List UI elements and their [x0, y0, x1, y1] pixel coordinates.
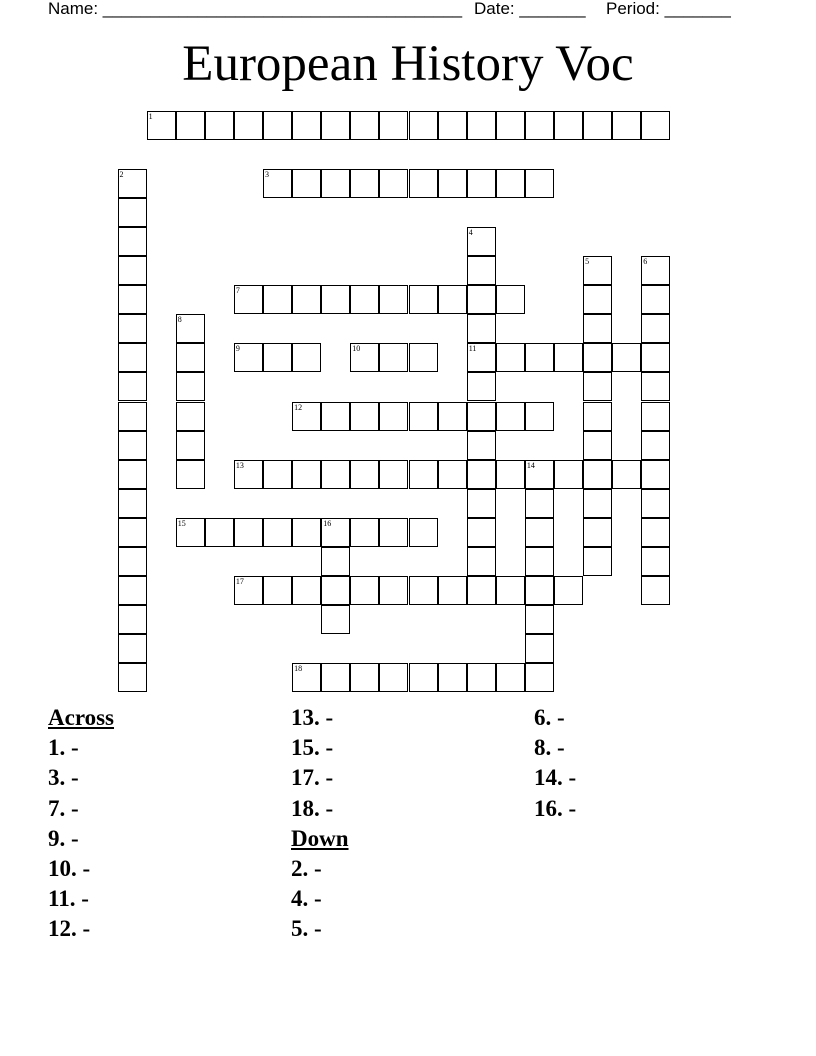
crossword-cell[interactable]	[467, 314, 496, 343]
crossword-cell[interactable]	[118, 314, 147, 343]
crossword-cell[interactable]	[525, 547, 554, 576]
cell-number: 4	[468, 227, 473, 237]
crossword-cell[interactable]	[321, 169, 350, 198]
crossword-cell[interactable]	[467, 111, 496, 140]
crossword-cell[interactable]	[496, 460, 525, 489]
clue-across-11: 11. -	[48, 886, 89, 912]
cell-number: 10	[352, 344, 361, 354]
crossword-cell[interactable]	[118, 198, 147, 227]
crossword-cell[interactable]	[292, 343, 321, 372]
cell-number: 2	[119, 169, 124, 179]
crossword-cell[interactable]	[583, 489, 612, 518]
crossword-cell[interactable]	[379, 111, 408, 140]
crossword-cell[interactable]	[118, 518, 147, 547]
crossword-cell[interactable]	[263, 343, 292, 372]
crossword-cell[interactable]	[583, 314, 612, 343]
crossword-cell[interactable]	[292, 518, 321, 547]
crossword-cell[interactable]	[583, 343, 612, 372]
crossword-cell[interactable]	[350, 460, 379, 489]
cell-number: 9	[235, 344, 240, 354]
crossword-cell[interactable]	[525, 460, 554, 489]
crossword-cell[interactable]	[118, 431, 147, 460]
crossword-cell[interactable]	[583, 431, 612, 460]
crossword-cell[interactable]	[583, 372, 612, 401]
crossword-cell[interactable]	[583, 518, 612, 547]
cell-number: 13	[235, 460, 244, 470]
clue-across-1: 1. -	[48, 735, 79, 761]
crossword-cell[interactable]	[467, 285, 496, 314]
crossword-cell[interactable]	[350, 169, 379, 198]
cell-number: 5	[585, 257, 590, 266]
cell-number: 15	[177, 518, 186, 528]
clue-across-10: 10. -	[48, 855, 91, 881]
crossword-cell[interactable]	[118, 343, 147, 372]
clue-across-12: 12. -	[48, 916, 91, 942]
crossword-cell[interactable]	[263, 518, 292, 547]
clue-down-16: 16. -	[534, 795, 577, 821]
clue-across-13: 13. -	[291, 705, 334, 730]
cell-number: 16	[323, 518, 332, 528]
crossword-cell[interactable]	[321, 605, 350, 634]
crossword-cell[interactable]	[176, 111, 205, 140]
crossword-cell[interactable]	[321, 576, 350, 605]
crossword-cell[interactable]	[467, 547, 496, 576]
crossword-cell[interactable]	[409, 343, 438, 372]
crossword-cell[interactable]	[467, 372, 496, 401]
crossword-cell[interactable]	[118, 285, 147, 314]
crossword-cell[interactable]	[409, 169, 438, 198]
crossword-cell[interactable]	[350, 285, 379, 314]
crossword-cell[interactable]	[525, 343, 554, 372]
crossword-cell[interactable]	[234, 518, 263, 547]
crossword-cell[interactable]	[321, 402, 350, 431]
crossword-cell[interactable]	[118, 256, 147, 285]
crossword-cell[interactable]	[176, 314, 205, 343]
crossword-cell[interactable]	[612, 460, 641, 489]
crossword-cell[interactable]	[176, 343, 205, 372]
puzzle-title: European History Voc	[182, 36, 634, 92]
crossword-cell[interactable]	[554, 576, 583, 605]
crossword-cell[interactable]	[583, 256, 612, 285]
crossword-cell[interactable]	[409, 402, 438, 431]
crossword-cell[interactable]	[612, 343, 641, 372]
crossword-cell[interactable]	[496, 285, 525, 314]
crossword-cell[interactable]	[641, 285, 670, 314]
clue-across-17: 17. -	[291, 765, 334, 791]
cell-number: 14	[526, 460, 535, 470]
cell-number: 12	[294, 402, 303, 412]
crossword-cell[interactable]	[641, 547, 670, 576]
crossword-cell[interactable]	[641, 111, 670, 140]
crossword-cell[interactable]	[525, 402, 554, 431]
clue-across-18: 18. -	[291, 795, 334, 821]
across-heading: Across	[48, 705, 115, 730]
crossword-cell[interactable]	[321, 460, 350, 489]
crossword-cell[interactable]	[583, 111, 612, 140]
clue-column-1	[48, 703, 114, 945]
cell-number: 11	[468, 344, 477, 354]
crossword-cell[interactable]	[467, 402, 496, 431]
crossword-cell[interactable]	[409, 285, 438, 314]
clue-down-8: 8. -	[534, 735, 565, 761]
crossword-cell[interactable]	[641, 314, 670, 343]
crossword-cell[interactable]	[176, 402, 205, 431]
clue-down-5: 5. -	[291, 916, 322, 942]
crossword-cell[interactable]	[496, 169, 525, 198]
crossword-cell[interactable]	[496, 402, 525, 431]
crossword-cell[interactable]	[118, 372, 147, 401]
crossword-cell[interactable]	[409, 460, 438, 489]
crossword-cell[interactable]	[234, 111, 263, 140]
crossword-cell[interactable]	[554, 111, 583, 140]
crossword-cell[interactable]	[263, 111, 292, 140]
crossword-cell[interactable]	[350, 576, 379, 605]
crossword-cell[interactable]	[467, 460, 496, 489]
crossword-cell[interactable]	[525, 605, 554, 634]
crossword-cell[interactable]	[467, 663, 496, 692]
down-heading: Down	[291, 825, 349, 851]
crossword-cell[interactable]	[467, 431, 496, 460]
crossword-cell[interactable]	[176, 460, 205, 489]
cell-number: 8	[177, 315, 182, 325]
crossword-cell[interactable]	[467, 489, 496, 518]
crossword-cell[interactable]	[438, 285, 467, 314]
crossword-cell[interactable]	[438, 402, 467, 431]
crossword-cell[interactable]	[438, 663, 467, 692]
crossword-cell[interactable]	[525, 489, 554, 518]
cell-number: 6	[643, 257, 648, 266]
crossword-cell[interactable]	[118, 460, 147, 489]
crossword-cell[interactable]	[496, 663, 525, 692]
crossword-cell[interactable]	[641, 372, 670, 401]
crossword-cell[interactable]	[379, 402, 408, 431]
name-field[interactable]: Name: ______________________________________	[48, 0, 463, 18]
crossword-cell[interactable]	[583, 285, 612, 314]
clue-column-3	[534, 703, 576, 824]
crossword-cell[interactable]	[118, 547, 147, 576]
crossword-cell[interactable]	[321, 518, 350, 547]
clue-down-14: 14. -	[534, 765, 577, 791]
cell-number: 18	[294, 664, 303, 674]
crossword-cell[interactable]	[263, 576, 292, 605]
crossword-cell[interactable]	[554, 460, 583, 489]
crossword-cell[interactable]	[525, 634, 554, 663]
period-field[interactable]: Period: _______	[606, 0, 731, 18]
cell-number: 1	[148, 111, 153, 121]
crossword-cell[interactable]	[379, 169, 408, 198]
cell-number: 17	[235, 577, 244, 587]
crossword-cell[interactable]	[525, 169, 554, 198]
crossword-cell[interactable]	[409, 111, 438, 140]
crossword-cell[interactable]	[641, 576, 670, 605]
crossword-cell[interactable]	[118, 576, 147, 605]
crossword-cell[interactable]	[641, 402, 670, 431]
crossword-cell[interactable]	[467, 227, 496, 256]
crossword-cell[interactable]	[379, 460, 408, 489]
crossword-cell[interactable]	[583, 402, 612, 431]
crossword-cell[interactable]	[292, 460, 321, 489]
crossword-cell[interactable]	[379, 343, 408, 372]
crossword-cell[interactable]	[176, 431, 205, 460]
crossword-cell[interactable]	[438, 169, 467, 198]
crossword-cell[interactable]	[118, 169, 147, 198]
crossword-cell[interactable]	[118, 605, 147, 634]
crossword-cell[interactable]	[350, 663, 379, 692]
crossword-cell[interactable]	[292, 402, 321, 431]
crossword-cell[interactable]	[292, 169, 321, 198]
crossword-cell[interactable]	[467, 256, 496, 285]
crossword-cell[interactable]	[641, 256, 670, 285]
crossword-cell[interactable]	[176, 518, 205, 547]
crossword-cell[interactable]	[525, 111, 554, 140]
crossword-cell[interactable]	[205, 518, 234, 547]
crossword-cell[interactable]	[379, 518, 408, 547]
crossword-cell[interactable]	[118, 663, 147, 692]
clue-across-3: 3. -	[48, 765, 79, 791]
clue-across-9: 9. -	[48, 825, 79, 851]
crossword-cell[interactable]	[234, 343, 263, 372]
crossword-cell[interactable]	[147, 111, 176, 140]
crossword-cell[interactable]	[379, 285, 408, 314]
crossword-cell[interactable]	[438, 576, 467, 605]
crossword-cell[interactable]	[583, 460, 612, 489]
crossword-cell[interactable]	[350, 343, 379, 372]
crossword-cell[interactable]	[350, 518, 379, 547]
crossword-cell[interactable]	[350, 402, 379, 431]
crossword-cell[interactable]	[234, 285, 263, 314]
crossword-cell[interactable]	[525, 663, 554, 692]
crossword-cell[interactable]	[641, 460, 670, 489]
cell-number: 3	[265, 169, 269, 179]
date-field[interactable]: Date: _______	[474, 0, 586, 18]
crossword-cell[interactable]	[525, 518, 554, 547]
clue-across-15: 15. -	[291, 735, 334, 761]
crossword-cell[interactable]	[321, 111, 350, 140]
crossword-cell[interactable]	[525, 576, 554, 605]
crossword-cell[interactable]	[583, 547, 612, 576]
crossword-cell[interactable]	[641, 489, 670, 518]
clue-down-2: 2. -	[291, 855, 322, 881]
crossword-cell[interactable]	[321, 285, 350, 314]
crossword-cell[interactable]	[263, 460, 292, 489]
crossword-cell[interactable]	[409, 518, 438, 547]
crossword-cell[interactable]	[205, 111, 234, 140]
crossword-cell[interactable]	[554, 343, 583, 372]
crossword-cell[interactable]	[612, 111, 641, 140]
crossword-cell[interactable]	[118, 402, 147, 431]
crossword-cell[interactable]	[467, 169, 496, 198]
crossword-cell[interactable]	[263, 169, 292, 198]
crossword-cell[interactable]	[292, 576, 321, 605]
crossword-cell[interactable]	[641, 518, 670, 547]
crossword-cell[interactable]	[118, 634, 147, 663]
crossword-cell[interactable]	[496, 343, 525, 372]
crossword-cell[interactable]	[438, 111, 467, 140]
crossword-cell[interactable]	[467, 518, 496, 547]
crossword-cell[interactable]	[321, 663, 350, 692]
crossword-cell[interactable]	[292, 663, 321, 692]
crossword-cell[interactable]	[118, 489, 147, 518]
crossword-cell[interactable]	[234, 460, 263, 489]
crossword-cell[interactable]	[496, 576, 525, 605]
clue-down-6: 6. -	[534, 705, 565, 730]
crossword-cell[interactable]	[263, 285, 292, 314]
crossword-cell[interactable]	[379, 576, 408, 605]
crossword-cell[interactable]	[467, 343, 496, 372]
crossword-cell[interactable]	[118, 227, 147, 256]
crossword-cell[interactable]	[641, 431, 670, 460]
crossword-cell[interactable]	[321, 547, 350, 576]
crossword-cell[interactable]	[176, 372, 205, 401]
crossword-cell[interactable]	[292, 285, 321, 314]
clue-column-2	[291, 703, 349, 945]
crossword-cell[interactable]	[641, 343, 670, 372]
crossword-cell[interactable]	[467, 576, 496, 605]
crossword-cell[interactable]	[292, 111, 321, 140]
crossword-cell[interactable]	[379, 663, 408, 692]
clue-down-4: 4. -	[291, 886, 322, 912]
crossword-cell[interactable]	[409, 576, 438, 605]
cell-number: 7	[235, 286, 240, 296]
crossword-cell[interactable]	[496, 111, 525, 140]
clue-across-7: 7. -	[48, 795, 79, 821]
crossword-cell[interactable]	[350, 111, 379, 140]
crossword-cell[interactable]	[409, 663, 438, 692]
crossword-cell[interactable]	[438, 460, 467, 489]
crossword-cell[interactable]	[234, 576, 263, 605]
